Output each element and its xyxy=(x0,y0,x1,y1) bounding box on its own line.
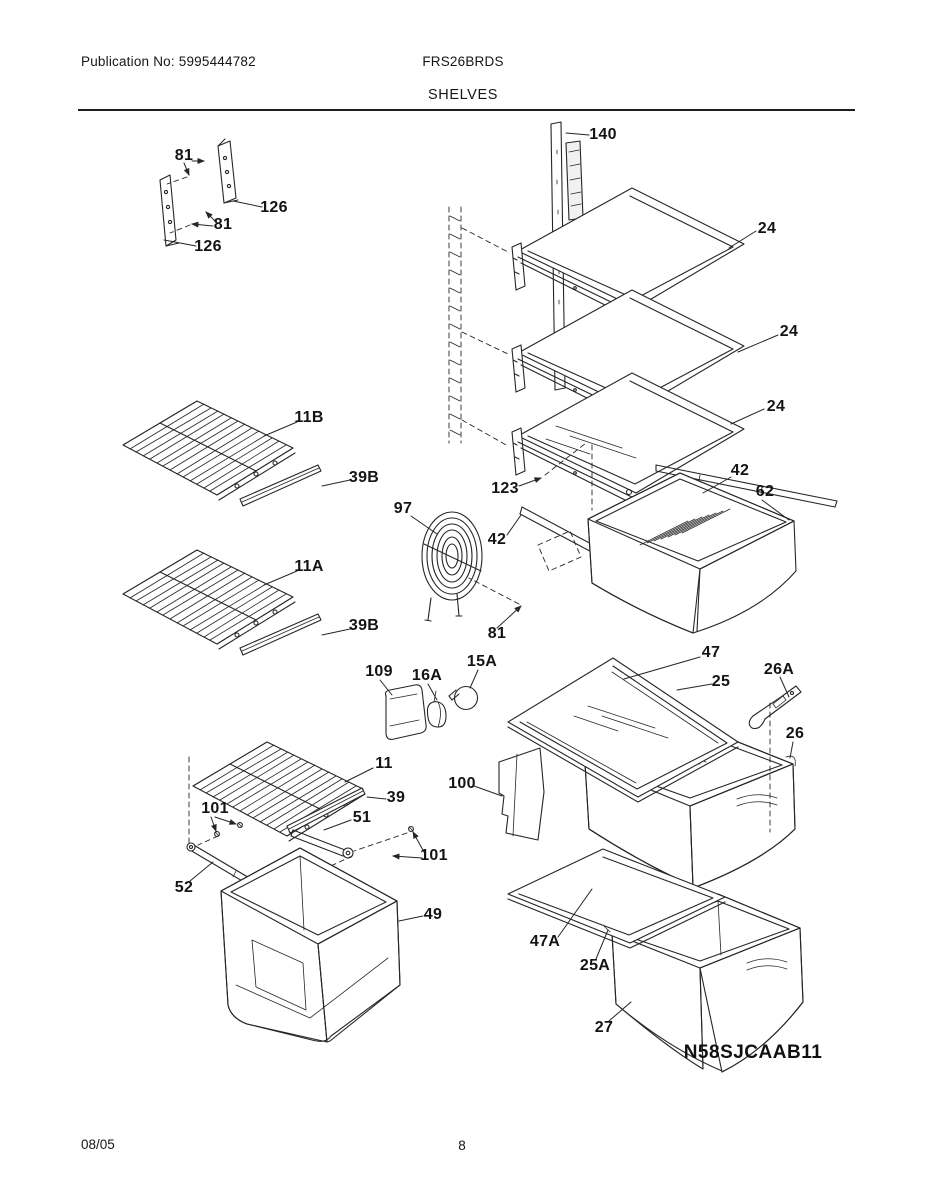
hidden-bracket-outline xyxy=(538,531,581,571)
callout-15a: 15A xyxy=(466,653,498,670)
callout-51: 51 xyxy=(352,809,372,826)
callout-140: 140 xyxy=(589,126,617,143)
water-tube-coil-97 xyxy=(422,512,482,621)
callout-126-left: 126 xyxy=(194,238,222,255)
wire-shelf-11a xyxy=(123,550,295,649)
diagram-id-label: N58SJCAAB11 xyxy=(683,1042,823,1063)
model-number: FRS26BRDS xyxy=(422,54,504,69)
callout-49: 49 xyxy=(423,906,443,923)
wire-shelf-11b xyxy=(123,401,295,500)
callout-126-right: 126 xyxy=(260,199,288,216)
callout-11: 11 xyxy=(375,755,393,772)
footer-date: 08/05 xyxy=(81,1137,115,1152)
callout-42-lower: 42 xyxy=(487,531,507,548)
callout-109: 109 xyxy=(365,663,393,680)
callout-123: 123 xyxy=(491,480,519,497)
callout-81-upper: 81 xyxy=(174,147,194,164)
callout-81-lower: 81 xyxy=(487,625,507,642)
callout-26: 26 xyxy=(785,725,805,742)
callout-52: 52 xyxy=(174,879,194,896)
callout-24-bottom: 24 xyxy=(766,398,786,415)
callout-25: 25 xyxy=(711,673,731,690)
callout-97: 97 xyxy=(393,500,413,517)
callout-101-left: 101 xyxy=(201,800,229,817)
bracket-126-right xyxy=(218,139,238,203)
callout-81-middle: 81 xyxy=(213,216,233,233)
callout-11a: 11A xyxy=(294,558,324,575)
publication-number: Publication No: 5995444782 xyxy=(81,54,256,69)
callout-47: 47 xyxy=(701,644,721,661)
footer-page-number: 8 xyxy=(458,1138,466,1153)
back-wall-track xyxy=(449,207,508,446)
callout-62: 62 xyxy=(755,483,775,500)
light-lens-109 xyxy=(386,685,427,740)
callout-24-top: 24 xyxy=(757,220,777,237)
screw-101-right xyxy=(409,827,414,832)
light-bulb-15a xyxy=(449,687,478,710)
callout-39b-lower: 39B xyxy=(348,617,380,634)
section-title: SHELVES xyxy=(427,87,499,103)
air-duct-panel-100 xyxy=(499,748,544,840)
callout-11b: 11B xyxy=(294,409,324,426)
screw-101-left xyxy=(215,823,243,837)
wire-shelf-11 xyxy=(193,742,365,841)
callout-25a: 25A xyxy=(579,957,611,974)
callout-100: 100 xyxy=(448,775,476,792)
callout-39: 39 xyxy=(386,789,406,806)
callout-27: 27 xyxy=(594,1019,614,1036)
callout-26a: 26A xyxy=(763,661,795,678)
deep-basket-49 xyxy=(221,848,400,1042)
callout-101-right: 101 xyxy=(420,847,448,864)
callout-24-middle: 24 xyxy=(779,323,799,340)
callout-42-upper: 42 xyxy=(730,462,750,479)
callout-47a: 47A xyxy=(529,933,561,950)
callout-39b-upper: 39B xyxy=(348,469,380,486)
callout-16a: 16A xyxy=(411,667,443,684)
light-socket-16a xyxy=(427,691,446,727)
bracket-126-left xyxy=(160,175,179,246)
